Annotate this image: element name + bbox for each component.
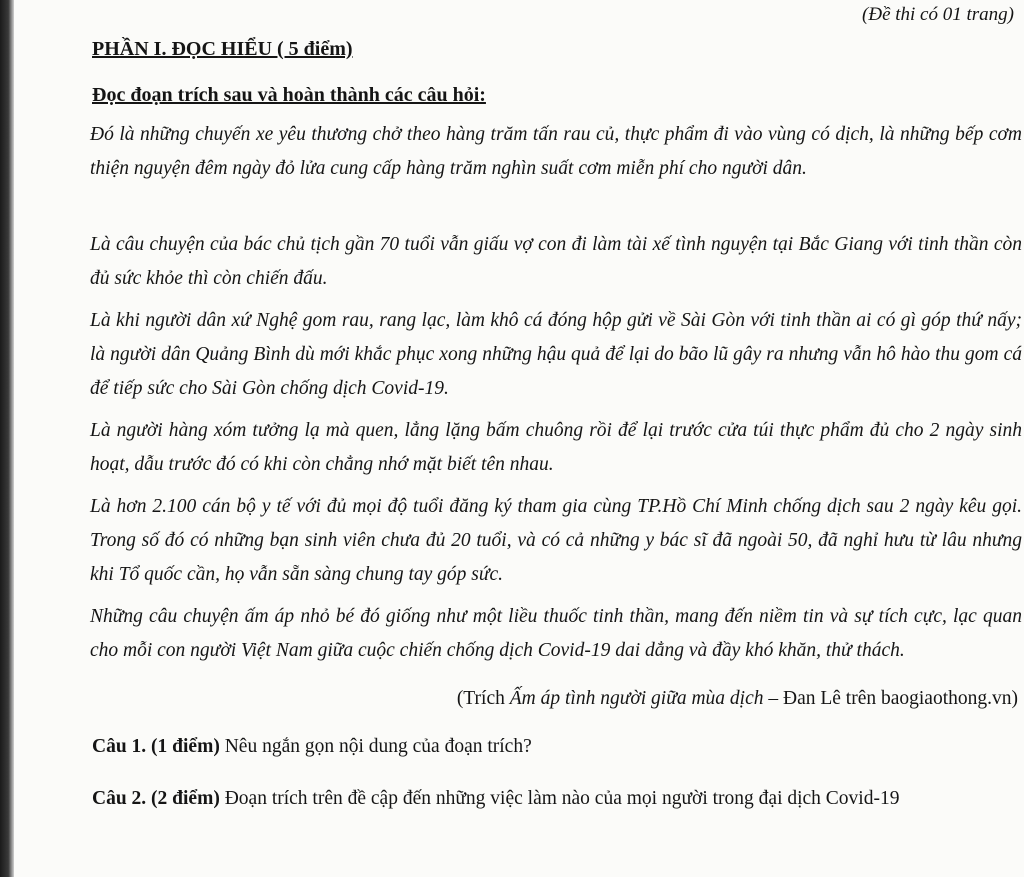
question-2-text: Đoạn trích trên đề cập đến những việc làm nào của mọi người trong đại dịch Covid-19 bbox=[219, 788, 900, 809]
source-title: Ấm áp tình người giữa mùa dịch bbox=[509, 688, 764, 709]
passage-source bbox=[457, 688, 1018, 710]
reading-instruction: Đọc đoạn trích sau và hoàn thành các câu hỏi: bbox=[92, 84, 486, 106]
source-prefix: (Trích bbox=[456, 688, 510, 709]
source-suffix: – Đan Lê trên baogiaothong.vn) bbox=[763, 688, 1018, 709]
passage-paragraph-1: Đó là những chuyến xe yêu thương chở theo hàng trăm tấn rau củ, thực phẩm đi vào vùng có dịch, là những bếp cơm thiện nguyện đêm ngày đỏ lửa cung cấp hàng trăm nghìn suất cơm miễn phí cho người dân. bbox=[90, 124, 1022, 179]
passage-paragraph-2: Là câu chuyện của bác chủ tịch gần 70 tuổi vẫn giấu vợ con đi làm tài xế tình nguyện tại Bắc Giang với tinh thần còn đủ sức khỏe thì còn chiến đấu. bbox=[90, 234, 1022, 289]
passage-paragraph-5: Là hơn 2.100 cán bộ y tế với đủ mọi độ tuổi đăng ký tham gia cùng TP.Hồ Chí Minh chống dịch sau 2 ngày kêu gọi. Trong số đó có những bạn sinh viên chưa đủ 20 tuổi, và có cả những y bác sĩ đã ngoài 50, đã nghỉ hưu từ lâu nhưng khi Tổ quốc cần, họ vẫn sẵn sàng chung tay góp sức. bbox=[90, 496, 1022, 585]
question-2 bbox=[92, 782, 1022, 816]
question-1 bbox=[92, 730, 1022, 764]
exam-page bbox=[14, 0, 1024, 877]
question-2-label: Câu 2. (2 điểm) bbox=[92, 788, 220, 809]
passage-paragraph-6: Những câu chuyện ấm áp nhỏ bé đó giống như một liều thuốc tinh thần, mang đến niềm tin và sự tích cực, lạc quan cho mỗi con người Việt Nam giữa cuộc chiến chống dịch Covid-19 dai dẳng và đầy khó khăn, thử thách. bbox=[90, 606, 1022, 661]
passage-paragraph-3: Là khi người dân xứ Nghệ gom rau, rang lạc, làm khô cá đóng hộp gửi về Sài Gòn với tinh thần ai có gì góp thứ nấy; là người dân Quảng Bình dù mới khắc phục xong những hậu quả để lại do bão lũ gây ra nhưng vẫn hô hào thu gom cá để tiếp sức cho Sài Gòn chống dịch Covid-19. bbox=[90, 310, 1022, 399]
section-title: PHẦN I. ĐỌC HIỂU ( 5 điểm) bbox=[92, 38, 353, 60]
question-1-text: Nêu ngắn gọn nội dung của đoạn trích? bbox=[219, 736, 532, 757]
question-1-label: Câu 1. (1 điểm) bbox=[92, 736, 220, 757]
page-left-edge bbox=[0, 0, 14, 877]
header-note: (Đề thi có 01 trang) bbox=[862, 4, 1014, 25]
passage-paragraph-4: Là người hàng xóm tưởng lạ mà quen, lẳng lặng bấm chuông rồi để lại trước cửa túi thực phẩm đủ cho 2 ngày sinh hoạt, dẫu trước đó có khi còn chẳng nhớ mặt biết tên nhau. bbox=[90, 420, 1022, 475]
